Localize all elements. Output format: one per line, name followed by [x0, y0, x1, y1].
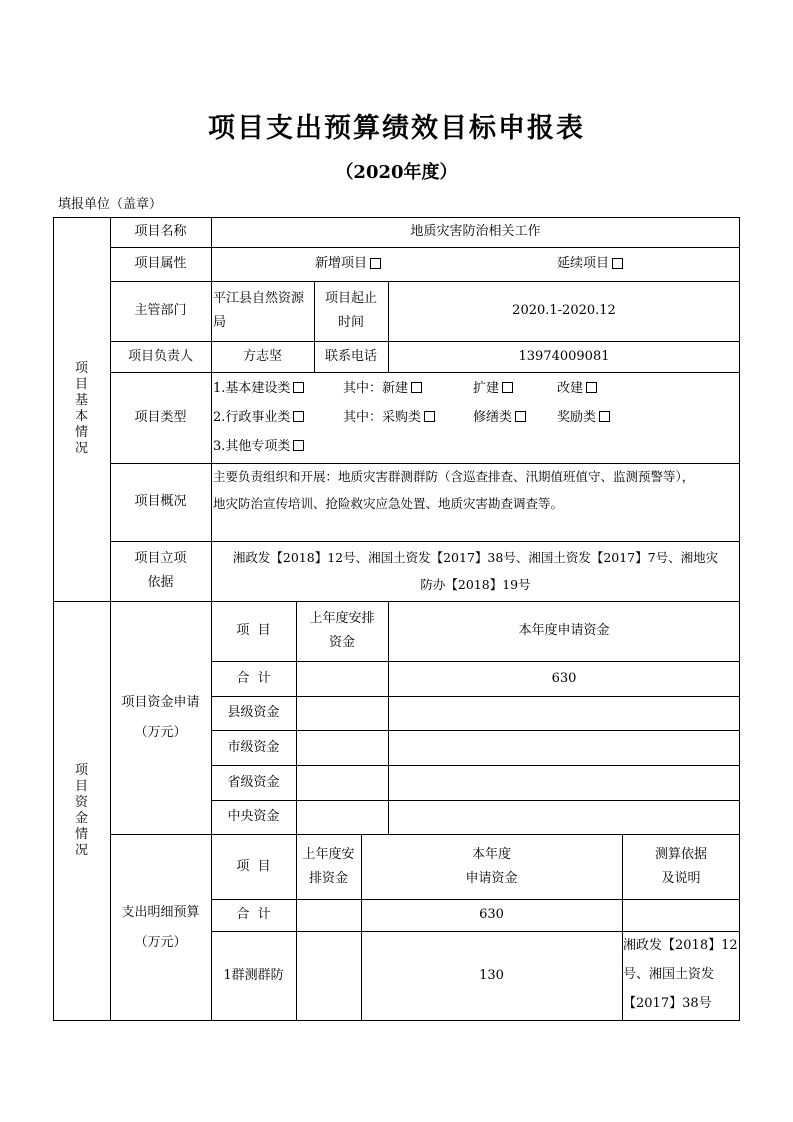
apply-header-last-year: 上年度安排 资金	[309, 611, 375, 650]
manager-label: 项目负责人	[127, 348, 193, 364]
detail-row-last-year	[296, 899, 361, 931]
checkbox-icon[interactable]	[586, 382, 597, 393]
phone-value: 13974009081	[518, 348, 610, 364]
detail-row-label: 1群测群防	[223, 968, 284, 983]
apply-row-this-year	[388, 696, 740, 730]
detail-row-basis	[622, 899, 740, 931]
type-options	[211, 374, 740, 462]
phone-label: 联系电话	[324, 348, 377, 364]
apply-header-this-year: 本年度申请资金	[518, 623, 610, 638]
project-name-value: 地质灾害防治相关工作	[410, 224, 541, 239]
checkbox-icon[interactable]	[411, 382, 422, 393]
project-name-label: 项目名称	[134, 224, 187, 239]
detail-row-label: 合 计	[236, 907, 271, 922]
period-value: 2020.1-2020.12	[512, 303, 616, 318]
overview-value: 主要负责组织和开展：地质灾害群测群防（含巡查排查、汛期值班值守、监测预警等）， 地灾防治宣传培训、抢险救灾应急处置、地质灾害勘查调查等。	[213, 469, 695, 511]
apply-header-item: 项 目	[236, 623, 271, 638]
property-new-option[interactable]: 新增项目	[268, 247, 428, 281]
checkbox-icon[interactable]	[502, 382, 513, 393]
apply-row-this-year	[388, 730, 740, 765]
type-row-admin: 2.行政事业类 其中：采购类 修缮类 奖励类	[213, 403, 740, 432]
overview-label: 项目概况	[134, 494, 187, 509]
property-continue-option[interactable]: 延续项目	[510, 247, 670, 281]
apply-row-label: 中央资金	[227, 809, 280, 824]
department-value: 平江县自然资源 局	[213, 291, 305, 330]
type-row-construction: 1.基本建设类 其中：新建 扩建 改建	[213, 374, 740, 403]
manager-value: 方志坚	[242, 348, 282, 364]
apply-row-label: 省级资金	[227, 774, 280, 790]
apply-row-last-year	[296, 800, 388, 834]
type-row-special: 3.其他专项类	[213, 432, 740, 461]
department-label: 主管部门	[134, 303, 187, 318]
detail-header-this-year: 本年度 申请资金	[465, 846, 518, 886]
detail-header-last-year: 上年度安 排资金	[302, 846, 355, 886]
checkbox-icon[interactable]	[612, 258, 623, 269]
apply-row-label: 合 计	[236, 670, 271, 686]
detail-header-basis: 测算依据 及说明	[654, 846, 707, 886]
type-label: 项目类型	[134, 409, 187, 425]
apply-row-label: 市级资金	[227, 739, 280, 755]
period-label: 项目起止 时间	[324, 291, 377, 330]
apply-row-this-year	[388, 765, 740, 800]
detail-row-this-year: 630	[479, 907, 504, 922]
basis-value: 湘政发【2018】12号、湘国土资发【2017】38号、湘国土资发【2017】7号、湘地灾 防办【2018】19号	[232, 550, 719, 592]
detail-row-this-year: 130	[479, 968, 504, 983]
page-subtitle: （2020年度）	[335, 162, 458, 183]
checkbox-icon[interactable]	[293, 382, 304, 393]
detail-row-basis: 湘政发【2018】12 号、湘国土资发 【2017】38号	[623, 938, 738, 1011]
checkbox-icon[interactable]	[293, 411, 304, 422]
checkbox-icon[interactable]	[599, 411, 610, 422]
property-label: 项目属性	[134, 256, 187, 271]
basic-section-label: 项 目 基 本 情 况	[74, 361, 88, 456]
page-title: 项目支出预算绩效目标申报表	[208, 113, 585, 144]
apply-row-this-year: 630	[551, 670, 577, 686]
fund-section-label: 项 目 资 金 情 况	[74, 763, 88, 858]
apply-row-last-year	[296, 765, 388, 800]
checkbox-icon[interactable]	[370, 258, 381, 269]
detail-header-item: 项 目	[236, 858, 271, 874]
checkbox-icon[interactable]	[424, 411, 435, 422]
basis-label: 项目立项 依据	[134, 551, 187, 590]
detail-budget-label: 支出明细预算 （万元）	[121, 904, 200, 950]
checkbox-icon[interactable]	[293, 440, 304, 451]
fund-apply-label: 项目资金申请 （万元）	[121, 694, 200, 740]
apply-row-last-year	[296, 696, 388, 730]
apply-row-last-year	[296, 730, 388, 765]
checkbox-icon[interactable]	[515, 411, 526, 422]
detail-row-last-year	[296, 931, 361, 1021]
apply-row-this-year	[388, 800, 740, 834]
apply-row-last-year	[296, 661, 388, 696]
reporting-unit-label: 填报单位（盖章）	[58, 197, 163, 212]
apply-row-label: 县级资金	[227, 705, 280, 720]
